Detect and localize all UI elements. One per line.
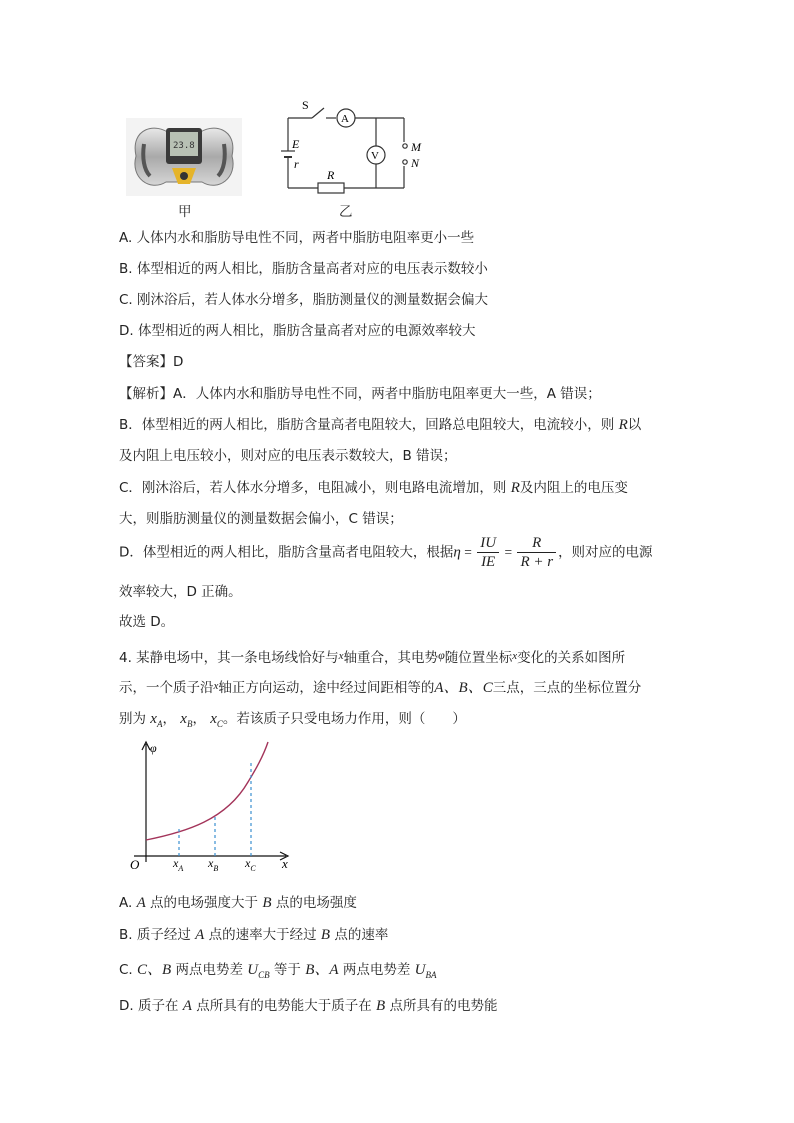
- circuit-diagram: [278, 96, 438, 216]
- q3-analysis-c-line1: C．刚沐浴后，若人体水分增多，电阻减小，则电路电流增加，则 R及内阻上的电压变: [119, 480, 628, 496]
- figure-caption-yi: 乙: [339, 204, 353, 220]
- q3-option-d: D. 体型相近的两人相比，脂肪含量高者对应的电源效率较大: [119, 323, 476, 339]
- q4-stem-line1: 4. 某静电场中，其一条电场线恰好与$^x$轴重合，其电势φ随位置坐标$^x$变化的关系如图所: [119, 648, 626, 666]
- xb-label: x: [208, 856, 214, 870]
- q3-analysis-b-line2: 及内阻上电压较小，则对应的电压表示数较大，B 错误；: [119, 448, 457, 464]
- q4-stem-line3: 别为 $x_A$， $x_B$， $x_C$。若该质子只受电场力作用，则（ ）: [119, 711, 466, 729]
- q3-analysis-d-line2: 效率较大，D 正确。: [119, 584, 242, 600]
- q4-option-d: D. 质子在 A 点所具有的电势能大于质子在 B 点所具有的电势能: [119, 998, 498, 1014]
- q3-analysis-a: 【解析】A．人体内水和脂肪导电性不同，两者中脂肪电阻率更大一些，A 错误；: [119, 386, 601, 402]
- phi-axis-label: φ: [150, 741, 157, 755]
- potential-vs-position-graph: [116, 736, 302, 874]
- svg-text:xC: $x_C$: [245, 856, 256, 873]
- q4-stem-line2: 示，一个质子沿$^x$轴正方向运动，途中经过间距相等的A、B、C三点，三点的坐标位置分: [119, 680, 642, 696]
- voltmeter-label: V: [371, 150, 379, 162]
- ammeter-label: A: [341, 113, 349, 125]
- resistor-label: R: [327, 168, 335, 182]
- figure-caption-jia: 甲: [178, 204, 192, 220]
- q4-option-b: B. 质子经过 A 点的速率大于经过 B 点的速率: [119, 927, 389, 943]
- q3-option-c: C. 刚沐浴后，若人体水分增多，脂肪测量仪的测量数据会偏大: [119, 292, 489, 308]
- scale-display-text: 23.8: [173, 141, 195, 151]
- efficiency-fraction-1: $\frac{IU}{IE}$: [477, 534, 499, 571]
- q3-answer: 【答案】D: [119, 354, 184, 370]
- xa-label: x: [173, 856, 179, 870]
- q3-option-b: B. 体型相近的两人相比，脂肪含量高者对应的电压表示数较小: [119, 261, 488, 277]
- emf-label: E: [292, 137, 300, 151]
- origin-label: O: [130, 857, 140, 872]
- body-fat-scale-image: [126, 118, 242, 196]
- q3-analysis-c-line2: 大，则脂肪测量仪的测量数据会偏小，C 错误；: [119, 511, 403, 527]
- potential-curve: [146, 742, 268, 840]
- svg-text:xB: $x_B$: [208, 856, 219, 873]
- q3-analysis-b-line1: B．体型相近的两人相比，脂肪含量高者电阻较大，回路总电阻较大，电流较小，则 R以: [119, 417, 642, 433]
- q4-option-c: C. C、B 两点电势差 $U_{CB}$ 等于 B、A 两点电势差 $U_{BA}$: [119, 962, 437, 980]
- q3-conclusion: 故选 D。: [119, 614, 175, 630]
- svg-text:xA: $x_A$: [173, 856, 184, 873]
- internal-resistance-label: r: [294, 157, 299, 171]
- terminal-m-label: M: [411, 140, 421, 154]
- switch-label: S: [302, 98, 309, 112]
- efficiency-fraction-2: $\frac{R}{R + r}$: [517, 534, 556, 571]
- terminal-n-label: N: [411, 156, 420, 170]
- q3-analysis-d-line1: D．体型相近的两人相比，脂肪含量高者电阻较大，根据η = $\frac{IU}{IE}$ = $\frac{R}{R + r}$ ，则对应的电源: [119, 535, 653, 570]
- x-axis-label: x: [282, 856, 288, 871]
- q4-option-a: A. A 点的电场强度大于 B 点的电场强度: [119, 895, 357, 911]
- q3-option-a: A. 人体内水和脂肪导电性不同，两者中脂肪电阻率更小一些: [119, 230, 475, 246]
- xc-label: x: [245, 856, 251, 870]
